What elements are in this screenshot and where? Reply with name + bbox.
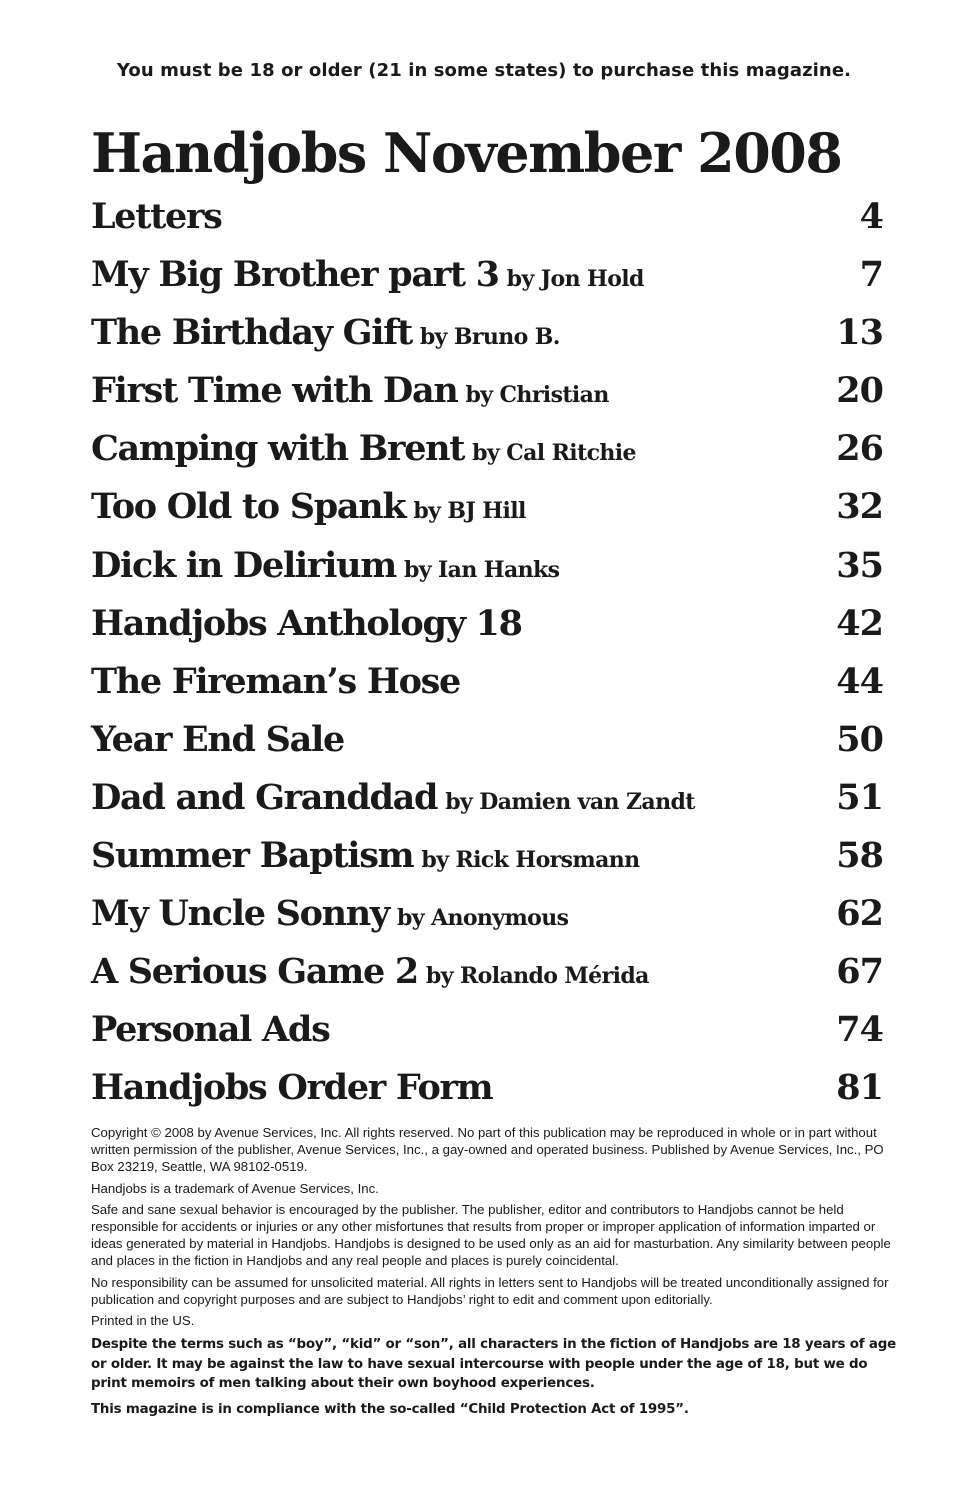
toc-entry-author: by Jon Hold <box>506 266 644 293</box>
toc-entry-page-number: 51 <box>836 776 883 818</box>
toc-entry-page-number: 62 <box>836 893 883 935</box>
toc-entry <box>91 829 883 887</box>
toc-entry-title: Handjobs Anthology 18 <box>91 602 522 644</box>
toc-entry-title: Camping with Brent <box>91 428 465 470</box>
toc-entry-title: Dad and Granddad <box>91 776 438 818</box>
toc-entry-title: Handjobs Order Form <box>91 1067 493 1109</box>
toc-entry-page-number: 67 <box>836 951 883 993</box>
toc-entry <box>91 945 883 1003</box>
toc-entry-page-number: 50 <box>836 718 883 760</box>
toc-entry-page-number: 81 <box>836 1067 883 1109</box>
toc-entry-page-number: 26 <box>836 428 883 470</box>
toc-entry-title: Personal Ads <box>91 1009 330 1051</box>
toc-entry-title: Dick in Delirium <box>91 544 396 586</box>
toc-entry-page-number: 74 <box>836 1009 883 1051</box>
toc-entry-page-number: 32 <box>836 486 883 528</box>
toc-entry-author: by Rolando Mérida <box>425 963 649 990</box>
copyright-notice: Copyright © 2008 by Avenue Services, Inc. All rights reserved. No part of this publication may be reproduced in whole or in part without written permission of the publisher, Avenue Services, Inc., a gay-owned and operated business. Published by Avenue Services, Inc., PO Box 23219, Seattle, WA 98102-0519. <box>91 1125 884 1174</box>
toc-entry <box>91 422 883 480</box>
toc-entry-title: The Birthday Gift <box>91 312 412 354</box>
toc-entry-author: by Damien van Zandt <box>445 788 695 815</box>
printed-notice: Printed in the US. <box>91 1313 195 1328</box>
toc-entry-page-number: 13 <box>836 312 883 354</box>
toc-entry-author: by BJ Hill <box>413 498 526 525</box>
toc-entry-author: by Ian Hanks <box>403 556 560 583</box>
toc-entry-page-number: 58 <box>836 835 883 877</box>
toc-entry <box>91 480 883 538</box>
toc-entry-title: Summer Baptism <box>91 835 414 877</box>
toc-entry-page-number: 35 <box>836 544 883 586</box>
toc-entry-author: by Christian <box>465 382 609 409</box>
toc-entry <box>91 364 883 422</box>
toc-entry-title: The Fireman’s Hose <box>91 660 461 702</box>
toc-entry <box>91 771 883 829</box>
toc-entry <box>91 190 883 248</box>
toc-entry-title: Letters <box>91 196 222 237</box>
toc-entry-author: by Bruno B. <box>419 324 560 351</box>
toc-entry <box>91 1003 883 1061</box>
toc-entry <box>91 597 883 655</box>
compliance-notice: This magazine is in compliance with the so-called “Child Protection Act of 1995”. <box>91 1401 689 1417</box>
toc-entry-page-number: 4 <box>859 196 883 237</box>
toc-entry <box>91 539 883 597</box>
toc-entry-title: First Time with Dan <box>91 370 458 412</box>
toc-entry <box>91 248 883 306</box>
toc-entry-page-number: 44 <box>836 660 883 702</box>
page-title: Handjobs November 2008 <box>91 121 842 185</box>
table-of-contents <box>91 190 883 1120</box>
age-notice: You must be 18 or older (21 in some states) to purchase this magazine. <box>116 60 852 81</box>
toc-entry <box>91 306 883 364</box>
toc-entry <box>91 887 883 945</box>
toc-entry-page-number: 42 <box>836 602 883 644</box>
safety-notice: Safe and sane sexual behavior is encouraged by the publisher. The publisher, editor and contributors to Handjobs cannot be held responsible for accidents or injuries or any other misfortunes that results from proper or improper application of information imparted or ideas generated by material in Handjobs. Handjobs is designed to be used only as an aid for masturbation. Any similarity between people and places in the fiction in Handjobs and any real people and places is purely coincidental. <box>91 1202 891 1268</box>
toc-entry-title: A Serious Game 2 <box>91 951 418 993</box>
legal-notices <box>91 1124 899 1424</box>
toc-entry-title: Year End Sale <box>91 718 344 760</box>
toc-entry-title: Too Old to Spank <box>91 486 406 528</box>
toc-entry-author: by Rick Horsmann <box>421 847 640 874</box>
toc-entry <box>91 655 883 713</box>
toc-entry-title: My Big Brother part 3 <box>91 254 499 296</box>
toc-entry-author: by Cal Ritchie <box>472 440 636 467</box>
age-disclaimer: Despite the terms such as “boy”, “kid” or “son”, all characters in the fiction of Handjobs are 18 years of age or older. It may be against the law to have sexual intercourse with people under the age of 18, but we do print memoirs of men talking about their own boyhood experiences. <box>91 1337 896 1391</box>
toc-entry <box>91 1061 883 1119</box>
toc-entry-author: by Anonymous <box>396 905 569 932</box>
toc-entry-page-number: 7 <box>859 254 883 296</box>
unsolicited-material-notice: No responsibility can be assumed for unsolicited material. All rights in letters sent to Handjobs will be treated unconditionally assigned for publication and copyright purposes and are subject to Handjobs’ right to edit and comment upon editorially. <box>91 1274 889 1307</box>
toc-entry <box>91 713 883 771</box>
toc-entry-page-number: 20 <box>836 370 883 412</box>
trademark-notice: Handjobs is a trademark of Avenue Services, Inc. <box>91 1180 379 1196</box>
toc-entry-title: My Uncle Sonny <box>91 893 389 935</box>
